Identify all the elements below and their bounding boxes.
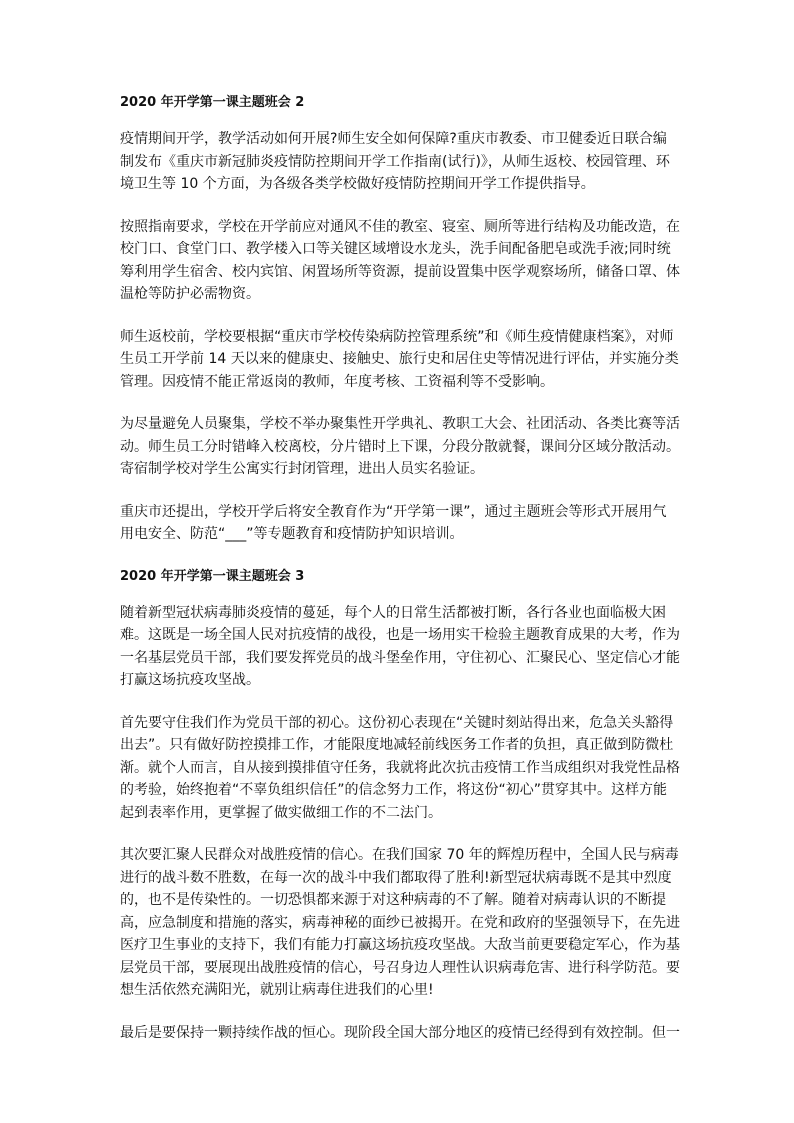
section-3-paragraph-4: 最后是要保持一颗持续作战的恒心。现阶段全国大部分地区的疫情已经得到有效控制。但一 bbox=[120, 1024, 680, 1041]
section-3-paragraph-1: 随着新型冠状病毒肺炎疫情的蔓延，每个人的日常生活都被打断，各行各业也面临极大困难。这既是一场全国人民对抗疫情的战役，也是一场用实干检验主题教育成果的大考，作为一名基层党员干部，我们要发挥党员的战斗堡垒作用，守住初心、汇聚民心、坚定信心才能打赢这场抗疫攻坚战。 bbox=[120, 604, 680, 688]
document-page bbox=[120, 92, 680, 1064]
section-2-paragraph-3: 师生返校前，学校要根据“重庆市学校传染病防控管理系统”和《师生疫情健康档案》，对师生员工开学前 14 天以来的健康史、接触史、旅行史和居住史等情况进行评估，并实施分类管理。因疫情不能正常返岗的教师，年度考核、工资福利等不受影响。 bbox=[120, 328, 679, 390]
section-2-paragraph-4: 为尽量避免人员聚集，学校不举办聚集性开学典礼、教职工大会、社团活动、各类比赛等活动。师生员工分时错峰入校离校，分片错时上下课，分段分散就餐，课间分区域分散活动。寄宿制学校对学生公寓实行封闭管理，进出人员实名验证。 bbox=[120, 416, 680, 477]
section-3-heading: 2020 年开学第一课主题班会 3 bbox=[120, 568, 305, 584]
section-2-heading: 2020 年开学第一课主题班会 2 bbox=[120, 95, 305, 110]
section-3-paragraph-2: 首先要守住我们作为党员干部的初心。这份初心表现在“关键时刻站得出来，危急关头豁得出去”。只有做好防控摸排工作，才能限度地减轻前线医务工作者的负担，真正做到防微杜渐。就个人而言，自从接到摸排值守任务，我就将此次抗击疫情工作当成组织对我党性品格的考验，始终抱着“不辜负组织信任”的信念努力工作，将这份“初心”贯穿其中。这样方能起到表率作用，更掌握了做实做细工作的不二法门。 bbox=[120, 714, 680, 821]
section-2-paragraph-2: 按照指南要求，学校在开学前应对通风不佳的教室、寝室、厕所等进行结构及功能改造，在校门口、食堂门口、教学楼入口等关键区域增设水龙头，洗手间配备肥皂或洗手液;同时统筹利用学生宿舍、校内宾馆、闲置场所等资源，提前设置集中医学观察场所，储备口罩、体温枪等防护必需物资。 bbox=[120, 218, 680, 302]
section-2-paragraph-1: 疫情期间开学，教学活动如何开展?师生安全如何保障?重庆市教委、市卫健委近日联合编制发布《重庆市新冠肺炎疫情防控期间开学工作指南(试行)》，从师生返校、校园管理、环境卫生等 10 个方面，为各级各类学校做好疫情防控期间开学工作提供指导。 bbox=[120, 131, 670, 192]
section-3-paragraph-3: 其次要汇聚人民群众对战胜疫情的信心。在我们国家 70 年的辉煌历程中，全国人民与病毒进行的战斗数不胜数，在每一次的战斗中我们都取得了胜利!新型冠状病毒既不是其中烈度的，也不是传染性的。一切恐惧都来源于对这种病毒的不了解。随着对病毒认识的不断提高，应急制度和措施的落实，病毒神秘的面纱已被揭开。在党和政府的坚强领导下，在先进医疗卫生事业的支持下，我们有能力打赢这场抗疫攻坚战。大敌当前更要稳定军心，作为基层党员干部，要展现出战胜疫情的信心，号召身边人理性认识病毒危害、进行科学防范。要想生活依然充满阳光，就别让病毒住进我们的心里! bbox=[120, 847, 680, 998]
section-2-paragraph-5: 重庆市还提出，学校开学后将安全教育作为“开学第一课”，通过主题班会等形式开展用气用电安全、防范“___”等专题教育和疫情防护知识培训。 bbox=[120, 503, 667, 542]
